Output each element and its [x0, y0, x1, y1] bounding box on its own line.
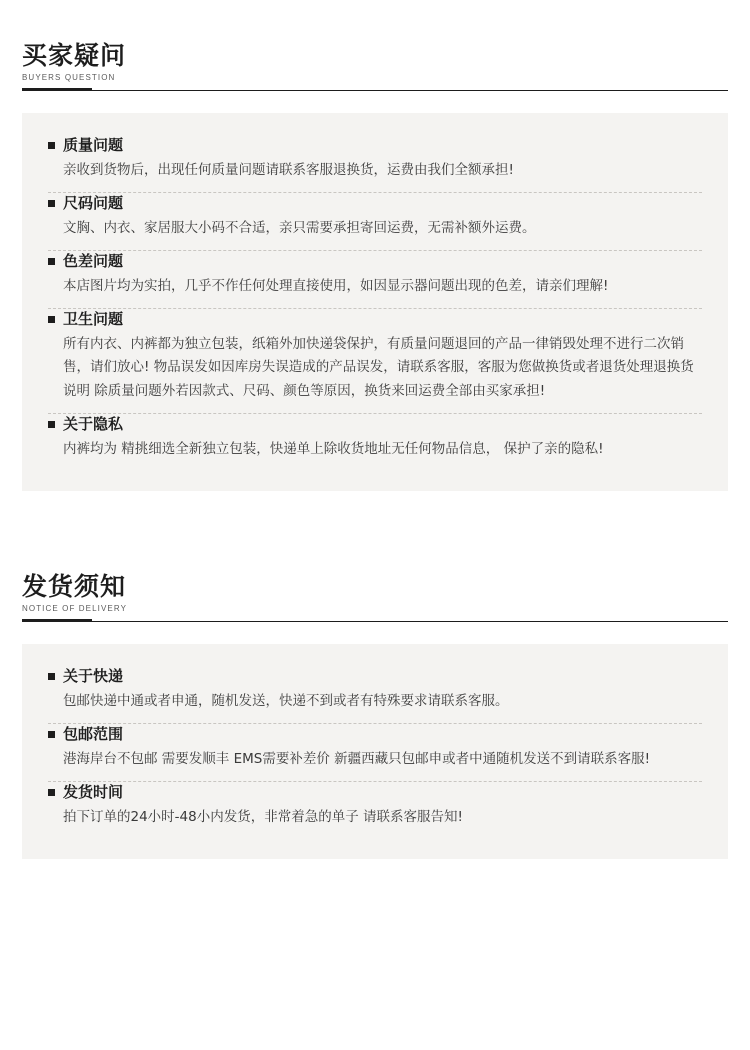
list-item [48, 251, 702, 308]
square-bullet-icon [48, 673, 55, 680]
qa-title-row [48, 414, 702, 435]
qa-title-text: 发货时间 [63, 782, 124, 801]
list-item [48, 309, 702, 413]
square-bullet-icon [48, 789, 55, 796]
qa-body-text: 本店图片均为实拍，几乎不作任何处理直接使用，如因显示器问题出现的色差，请亲们理解! [63, 277, 609, 294]
qa-title-row [48, 666, 702, 687]
square-bullet-icon [48, 731, 55, 738]
list-item [48, 724, 702, 781]
list-item [48, 414, 702, 471]
qa-title-row [48, 193, 702, 214]
qa-title-text: 尺码问题 [63, 193, 124, 212]
qa-body-text: 所有内衣、内裤都为独立包装，纸箱外加快递袋保护，有质量问题退回的产品一律销毁处理不进行二次销售，请们放心! 物品误发如因库房失误造成的产品误发，请联系客服，客服为您做换货或者退货处理退换货说明 除质量问题外若因款式、尺码、颜色等原因，换货来回运费全部由买家承担! [63, 336, 694, 399]
square-bullet-icon [48, 316, 55, 323]
qa-title-row [48, 724, 702, 745]
section-title-cn: 买家疑问 [22, 41, 127, 70]
qa-title-text: 关于快递 [63, 666, 124, 685]
square-bullet-icon [48, 421, 55, 428]
delivery-notice-panel [22, 644, 728, 860]
qa-title-text: 质量问题 [63, 135, 124, 154]
header-accent-bar [22, 88, 92, 91]
square-bullet-icon [48, 258, 55, 265]
square-bullet-icon [48, 142, 55, 149]
qa-body-text: 包邮快递中通或者申通，随机发送，快递不到或者有特殊要求请联系客服。 [63, 692, 509, 709]
header-accent-bar [22, 619, 92, 622]
qa-body-text: 拍下订单的24小时-48小内发货，非常着急的单子 请联系客服告知! [63, 808, 463, 825]
qa-title-text: 色差问题 [63, 251, 124, 270]
section-buyers-question [22, 0, 728, 491]
header-divider [22, 90, 728, 91]
section-spacer [22, 491, 728, 531]
section-title-en: BUYERS QUESTION [22, 72, 116, 82]
list-item [48, 666, 702, 723]
qa-title-row [48, 135, 702, 156]
qa-title-row [48, 251, 702, 272]
qa-title-text: 卫生问题 [63, 310, 124, 329]
section-title-en: NOTICE OF DELIVERY [22, 603, 128, 613]
qa-body-text: 港海岸台不包邮 需要发顺丰 EMS需要补差价 新疆西藏只包邮申或者中通随机发送不到请联系客服! [63, 750, 651, 767]
qa-title-row [48, 782, 702, 803]
section-title-cn: 发货须知 [22, 572, 127, 602]
section-header-buyers-question [22, 0, 728, 91]
buyers-question-panel [22, 113, 728, 492]
qa-title-text: 关于隐私 [63, 414, 124, 433]
qa-title-row [48, 309, 702, 330]
qa-body-text: 文胸、内衣、家居服大小码不合适，亲只需要承担寄回运费，无需补额外运费。 [63, 219, 536, 236]
list-item [48, 135, 702, 192]
list-item [48, 782, 702, 839]
qa-body-text: 内裤均为 精挑细选全新独立包装，快递单上除收货地址无任何物品信息， 保护了亲的隐私! [63, 440, 604, 457]
section-notice-of-delivery [22, 531, 728, 859]
section-header-notice-of-delivery [22, 531, 728, 622]
square-bullet-icon [48, 200, 55, 207]
qa-body-text: 亲收到货物后，出现任何质量问题请联系客服退换货，运费由我们全额承担! [63, 161, 514, 178]
header-divider [22, 621, 728, 622]
qa-title-text: 包邮范围 [63, 724, 124, 743]
list-item [48, 193, 702, 250]
